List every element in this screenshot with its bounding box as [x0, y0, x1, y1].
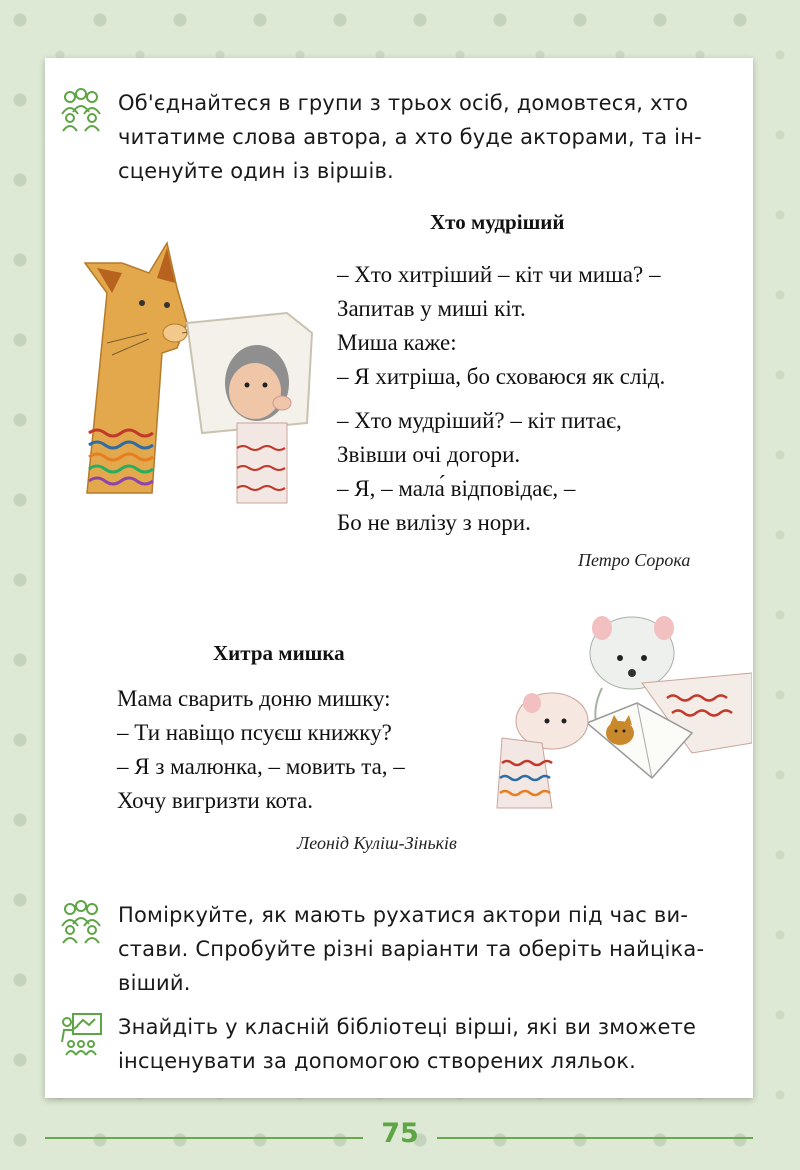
task-1-text: Об'єднайтеся в групи з трьох осіб, домовтеся, хто читатиме слова автора, а хто буде акторами, та ін- сценуйте один із віршів. — [118, 91, 702, 183]
poem-line: Мама сварить доню мишку: — [117, 686, 391, 711]
group-people-icon — [59, 900, 103, 944]
poem-2-author: Леонід Куліш-Зіньків — [297, 833, 457, 853]
mice-book-puppets-illustration — [492, 603, 752, 813]
cat-mouse-puppets-illustration — [67, 233, 317, 508]
poem-line: – Хто хитріший – кіт чи миша? – — [337, 262, 661, 287]
poem-line: – Хто мудріший? – кіт питає, — [337, 408, 622, 433]
poem-line: – Я, – мала́ відповідає, – — [337, 476, 576, 501]
teacher-board-icon — [59, 1012, 103, 1056]
poem-1-title: Хто мудріший — [430, 210, 565, 234]
poem-line: Миша каже: — [337, 330, 457, 355]
poem-line: – Я хитріша, бо сховаюся як слід. — [337, 364, 666, 389]
page-card — [45, 58, 753, 1098]
task-2-text: Поміркуйте, як мають рухатися актори під час ви- стави. Спробуйте різні варіанти та оберіть найціка- віший. — [118, 903, 705, 995]
poem-2-text — [117, 682, 405, 818]
page-number: 75 — [381, 1118, 419, 1149]
footer-rule-right — [437, 1137, 753, 1139]
poem-line: Хочу вигризти кота. — [117, 788, 313, 813]
poem-1-author: Петро Сорока — [578, 550, 691, 570]
footer-rule-left — [45, 1137, 363, 1139]
poem-2-title: Хитра мишка — [213, 641, 345, 665]
group-people-icon — [59, 88, 103, 132]
poem-line: Бо не вилізу з нори. — [337, 510, 531, 535]
poem-line: – Я з малюнка, – мовить та, – — [117, 754, 405, 779]
poem-1-text — [337, 258, 665, 540]
task-3-text: Знайдіть у класній бібліотеці вірші, які ви зможете інсценувати за допомогою створених ляльок. — [118, 1015, 697, 1073]
poem-line: Запитав у миші кіт. — [337, 296, 526, 321]
poem-line: Звівши очі догори. — [337, 442, 521, 467]
poem-line: – Ти навіщо псуєш книжку? — [117, 720, 392, 745]
